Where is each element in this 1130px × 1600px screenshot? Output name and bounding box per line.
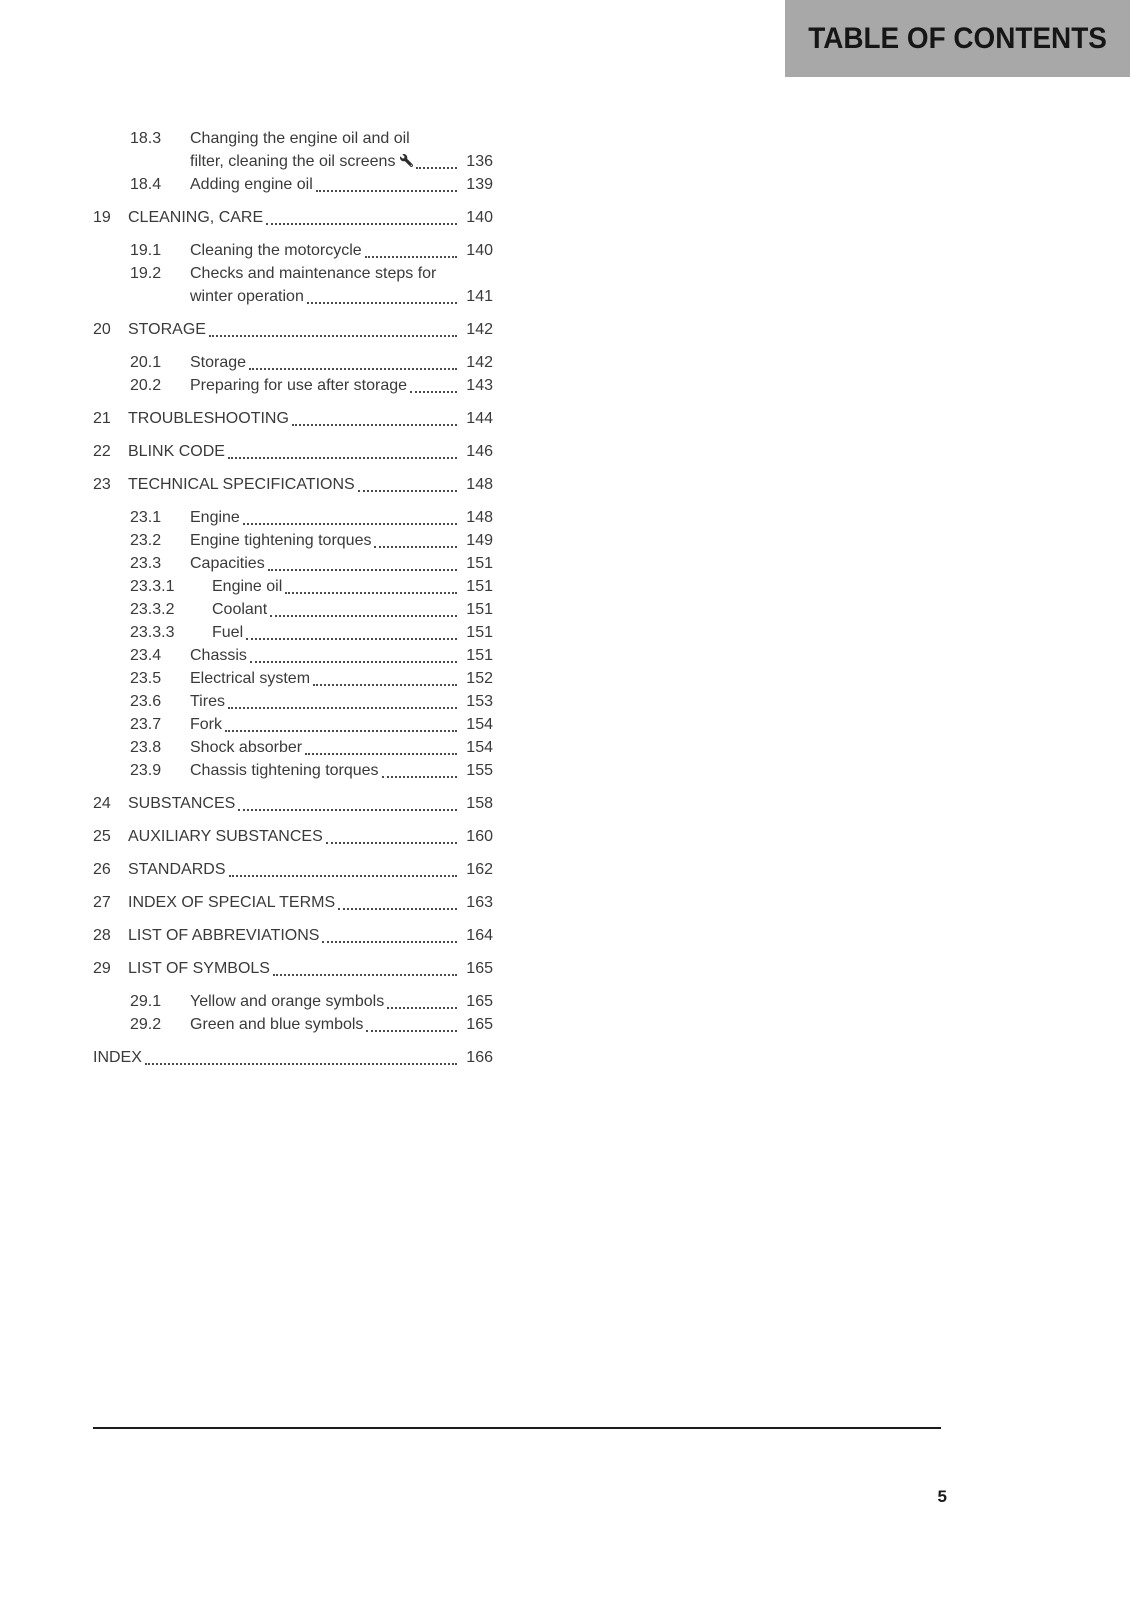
toc-entry-number: 22 — [93, 443, 111, 460]
toc-entry-title: Chassis tightening torques — [190, 762, 379, 779]
toc-dot-leader — [268, 569, 457, 571]
toc-entry-title: Preparing for use after storage — [190, 377, 408, 394]
toc-dot-leader — [145, 1063, 457, 1065]
toc-entry-number: 20 — [93, 321, 111, 338]
toc-entry-title: Storage — [190, 354, 247, 371]
toc-entry-number: 23 — [93, 476, 111, 493]
toc-entry-line[interactable] — [93, 285, 493, 308]
toc-entry-title: filter, cleaning the oil screens — [190, 153, 396, 170]
toc-entry-title: Adding engine oil — [190, 176, 313, 193]
toc-entry-title: Engine tightening torques — [190, 532, 372, 549]
toc-entry-number: 28 — [93, 927, 111, 944]
toc-entry-number: 23.1 — [130, 509, 162, 526]
toc-entry-number: 23.8 — [130, 739, 162, 756]
toc-entry-page: 152 — [466, 670, 493, 687]
toc-entry-number: 19.2 — [130, 265, 162, 282]
toc-entry-number: 20.1 — [130, 354, 162, 371]
toc-entry-page: 142 — [466, 321, 493, 338]
toc-entry-line[interactable] — [93, 552, 493, 575]
toc-entry-page: 140 — [466, 242, 493, 259]
toc-dot-leader — [228, 707, 457, 709]
toc-entry-line[interactable] — [93, 127, 493, 150]
toc-entry-number: 23.9 — [130, 762, 162, 779]
toc-entry-number: 23.3 — [130, 555, 162, 572]
toc-dot-leader — [250, 661, 457, 663]
toc-entry-title: Checks and maintenance steps for — [190, 265, 437, 282]
toc-entry-page: 164 — [466, 927, 493, 944]
toc-entry-page: 155 — [466, 762, 493, 779]
toc-entry-line[interactable] — [93, 957, 493, 980]
toc-entry-number: 26 — [93, 861, 111, 878]
toc-entry-title: Engine — [190, 509, 240, 526]
toc-entry-line[interactable] — [93, 792, 493, 815]
toc-entry-line[interactable] — [93, 736, 493, 759]
toc-entry-title: TECHNICAL SPECIFICATIONS — [128, 476, 355, 493]
toc-entry-line[interactable] — [93, 374, 493, 397]
toc-entry-title: Yellow and orange symbols — [190, 993, 385, 1010]
toc-entry-line[interactable] — [93, 858, 493, 881]
toc-dot-leader — [229, 875, 458, 877]
toc-entry-line[interactable] — [93, 440, 493, 463]
toc-entry-line[interactable] — [93, 1013, 493, 1036]
toc-dot-leader — [273, 974, 457, 976]
toc-entry-line[interactable] — [93, 575, 493, 598]
toc-entry-page: 146 — [466, 443, 493, 460]
toc-entry-number: 29.1 — [130, 993, 162, 1010]
toc-dot-leader — [285, 592, 457, 594]
toc-entry-title: Capacities — [190, 555, 265, 572]
toc-entry-line[interactable] — [93, 473, 493, 496]
toc-dot-leader — [316, 190, 457, 192]
toc-entry-page: 143 — [466, 377, 493, 394]
toc-entry-title: Tires — [190, 693, 225, 710]
toc-entry-number: 23.3.3 — [130, 624, 175, 641]
toc-entry-number: 23.5 — [130, 670, 162, 687]
toc-entry-line[interactable] — [93, 206, 493, 229]
toc-dot-leader — [326, 842, 457, 844]
toc-entry-line[interactable] — [93, 239, 493, 262]
toc-entry-title: Cleaning the motorcycle — [190, 242, 362, 259]
toc-entry-number: 23.7 — [130, 716, 162, 733]
toc-entry-title: LIST OF SYMBOLS — [128, 960, 270, 977]
toc-entry-number: 18.4 — [130, 176, 162, 193]
toc-entry-page: 153 — [466, 693, 493, 710]
toc-dot-leader — [266, 223, 457, 225]
toc-entry-number: 25 — [93, 828, 111, 845]
toc-dot-leader — [292, 424, 457, 426]
toc-entry-title: Coolant — [212, 601, 268, 618]
toc-entry-page: 154 — [466, 739, 493, 756]
footer-divider — [93, 1427, 941, 1429]
toc-entry-title: Electrical system — [190, 670, 311, 687]
toc-entry-page: 151 — [466, 555, 493, 572]
toc-entry-title: winter operation — [190, 288, 304, 305]
toc-entry-number: 27 — [93, 894, 111, 911]
toc-dot-leader — [246, 638, 457, 640]
toc-entry-title: CLEANING, CARE — [128, 209, 264, 226]
toc-entry-title: LIST OF ABBREVIATIONS — [128, 927, 320, 944]
toc-entry-title: TROUBLESHOOTING — [128, 410, 289, 427]
toc-entry-title: Shock absorber — [190, 739, 303, 756]
toc-entry-title: Changing the engine oil and oil — [190, 130, 410, 147]
toc-dot-leader — [243, 523, 457, 525]
toc-entry-page: 139 — [466, 176, 493, 193]
toc-entry-line[interactable] — [93, 529, 493, 552]
page-number: 5 — [937, 1487, 947, 1506]
toc-dot-leader — [416, 167, 457, 169]
toc-entry-page: 148 — [466, 476, 493, 493]
toc-entry-number: 29 — [93, 960, 111, 977]
toc-entry-number: 23.4 — [130, 647, 162, 664]
toc-entry-line[interactable] — [93, 506, 493, 529]
toc-entry-title: STORAGE — [128, 321, 206, 338]
toc-dot-leader — [228, 457, 457, 459]
toc-entry-line[interactable] — [93, 173, 493, 196]
toc-entry-page: 151 — [466, 647, 493, 664]
toc-dot-leader — [225, 730, 457, 732]
toc-entry-page: 166 — [466, 1049, 493, 1066]
toc-entry-page: 142 — [466, 354, 493, 371]
toc-entry-line[interactable] — [93, 598, 493, 621]
toc-dot-leader — [270, 615, 457, 617]
toc-entry-line[interactable] — [93, 351, 493, 374]
toc-entry-number: 23.2 — [130, 532, 162, 549]
toc-entry-number: 19 — [93, 209, 111, 226]
toc-dot-leader — [365, 256, 457, 258]
toc-entry-number: 24 — [93, 795, 111, 812]
toc-entry-title: Green and blue symbols — [190, 1016, 364, 1033]
toc-entry-number: 18.3 — [130, 130, 162, 147]
toc-dot-leader — [358, 490, 457, 492]
toc-entry-line[interactable] — [93, 1046, 493, 1069]
toc-entry-title: Engine oil — [212, 578, 283, 595]
toc-dot-leader — [338, 908, 457, 910]
toc-entry-number: 21 — [93, 410, 111, 427]
toc-entry-number: 19.1 — [130, 242, 162, 259]
toc-entry-page: 151 — [466, 601, 493, 618]
toc-entry-line[interactable] — [93, 667, 493, 690]
toc-entry-title: Chassis — [190, 647, 247, 664]
page-header-banner — [785, 0, 1130, 77]
toc-entry-line[interactable] — [93, 318, 493, 341]
toc-entry-line[interactable] — [93, 407, 493, 430]
toc-dot-leader — [382, 776, 457, 778]
toc-entry-title: BLINK CODE — [128, 443, 225, 460]
toc-entry-page: 151 — [466, 624, 493, 641]
toc-entry-page: 154 — [466, 716, 493, 733]
toc-dot-leader — [313, 684, 457, 686]
toc-entry-line[interactable] — [93, 644, 493, 667]
toc-dot-leader — [387, 1007, 457, 1009]
toc-entry-page: 151 — [466, 578, 493, 595]
toc-entry-title: AUXILIARY SUBSTANCES — [128, 828, 323, 845]
toc-entry-line[interactable] — [93, 713, 493, 736]
toc-entry-line[interactable] — [93, 690, 493, 713]
toc-entry-line[interactable] — [93, 990, 493, 1013]
toc-entry-page: 136 — [466, 153, 493, 170]
toc-entry-page: 140 — [466, 209, 493, 226]
toc-entry-line[interactable] — [93, 262, 493, 285]
toc-entry-page: 165 — [466, 993, 493, 1010]
toc-entry-title: Fuel — [212, 624, 244, 641]
toc-dot-leader — [374, 546, 457, 548]
toc-entry-page: 165 — [466, 960, 493, 977]
toc-entry-page: 141 — [466, 288, 493, 305]
toc-dot-leader — [322, 941, 457, 943]
toc-entry-line[interactable] — [93, 825, 493, 848]
toc-dot-leader — [410, 391, 457, 393]
toc-entry-page: 158 — [466, 795, 493, 812]
toc-dot-leader — [307, 302, 457, 304]
toc-entry-title: SUBSTANCES — [128, 795, 236, 812]
toc-dot-leader — [238, 809, 457, 811]
toc-dot-leader — [305, 753, 457, 755]
toc-dot-leader — [366, 1030, 457, 1032]
toc-entry-line[interactable] — [93, 150, 493, 173]
toc-entry-number: 23.3.1 — [130, 578, 175, 595]
toc-dot-leader — [249, 368, 457, 370]
toc-entry-page: 160 — [466, 828, 493, 845]
toc-entry-page: 165 — [466, 1016, 493, 1033]
toc-entry-page: 162 — [466, 861, 493, 878]
toc-entry-line[interactable] — [93, 924, 493, 947]
toc-entry-title: STANDARDS — [128, 861, 226, 878]
toc-entry-number: 29.2 — [130, 1016, 162, 1033]
toc-entry-page: 163 — [466, 894, 493, 911]
wrench-icon — [400, 154, 413, 167]
toc-dot-leader — [209, 335, 457, 337]
toc-entry-line[interactable] — [93, 621, 493, 644]
toc-entry-page: 149 — [466, 532, 493, 549]
toc-entry-page: 148 — [466, 509, 493, 526]
toc-entry-number: 23.6 — [130, 693, 162, 710]
toc-entry-title: Fork — [190, 716, 222, 733]
page-title: TABLE OF CONTENTS — [808, 21, 1107, 55]
toc-entry-title: INDEX — [93, 1049, 142, 1066]
toc-entry-title: INDEX OF SPECIAL TERMS — [128, 894, 336, 911]
toc-list — [93, 127, 493, 1079]
toc-entry-page: 144 — [466, 410, 493, 427]
toc-entry-line[interactable] — [93, 759, 493, 782]
toc-entry-number: 23.3.2 — [130, 601, 175, 618]
toc-entry-number: 20.2 — [130, 377, 162, 394]
toc-entry-line[interactable] — [93, 891, 493, 914]
